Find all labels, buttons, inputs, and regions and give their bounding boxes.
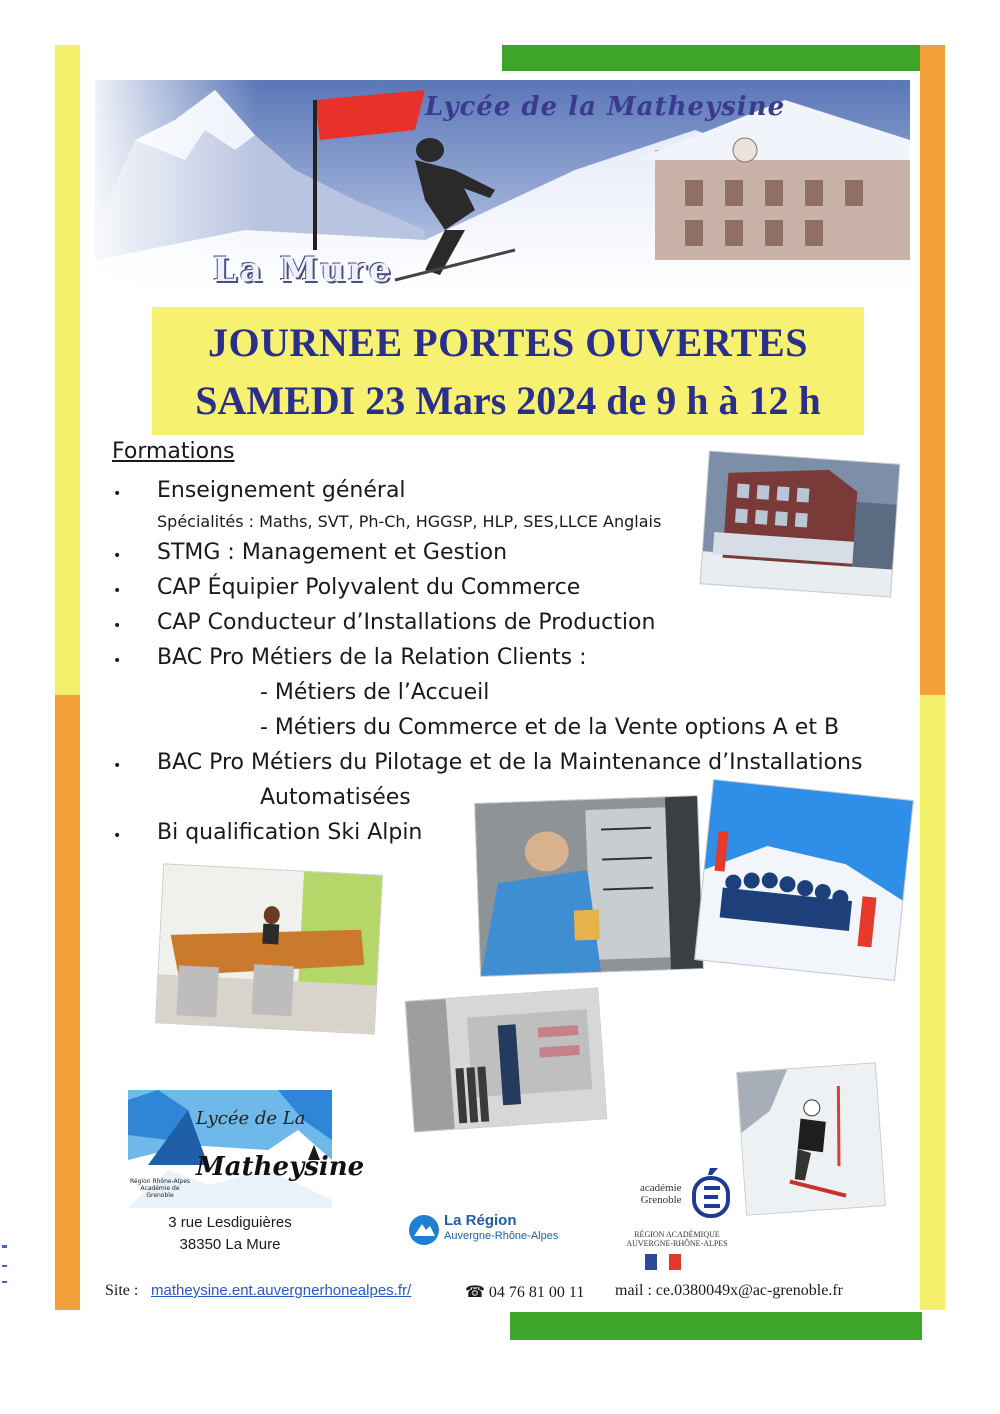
formation-subitem: - Métiers du Commerce et de la Vente options A et B — [260, 715, 840, 740]
site-link[interactable]: matheysine.ent.auvergnerhonealpes.fr/ — [151, 1282, 412, 1299]
logo-region-text: Région Rhône-Alpes Académie de Grenoble — [130, 1178, 191, 1199]
region-mountain-icon — [408, 1214, 440, 1246]
school-building-photo — [701, 452, 900, 597]
formation-item: STMG : Management et Gestion — [157, 540, 508, 565]
event-box — [152, 307, 864, 435]
bullet-icon: • — [113, 486, 122, 502]
yellow-bar-right — [920, 695, 945, 1310]
academie-line-1: RÉGION ACADÉMIQUE — [634, 1230, 720, 1239]
orange-bar-right — [920, 45, 945, 695]
ski-racer-photo — [737, 1063, 885, 1214]
yellow-bar-left — [55, 45, 80, 695]
region-subtitle: Auvergne-Rhône-Alpes — [444, 1230, 559, 1242]
school-address — [150, 1212, 310, 1256]
contact-footer — [105, 1282, 905, 1306]
school-logo — [128, 1090, 365, 1208]
academie-line-2: AUVERGNE-RHÔNE-ALPES — [626, 1239, 728, 1248]
logo-top-text: Lycée de La — [196, 1108, 306, 1129]
formations-heading: Formations — [112, 439, 235, 464]
bullet-icon: • — [113, 758, 122, 774]
formation-item: CAP Équipier Polyvalent du Commerce — [157, 575, 581, 600]
clothing-store-photo — [406, 988, 607, 1131]
phone-number: ☎ 04 76 81 00 11 — [465, 1284, 585, 1301]
event-title: JOURNEE PORTES OUVERTES — [208, 320, 808, 365]
academie-logo — [612, 1160, 742, 1280]
address-city: 38350 La Mure — [179, 1236, 281, 1253]
formation-item-continued: Automatisées — [260, 785, 411, 810]
bullet-icon: • — [113, 583, 122, 599]
logo-school-name: Matheysine — [196, 1152, 365, 1182]
event-date: SAMEDI 23 Mars 2024 de 9 h à 12 h — [195, 378, 821, 423]
academie-e-icon — [692, 1168, 732, 1218]
region-logo — [408, 1212, 588, 1248]
formation-detail: Spécialités : Maths, SVT, Ph-Ch, HGGSP, HLP, SES,LLCE Anglais — [157, 512, 662, 531]
scan-artifact-mark — [2, 1245, 7, 1285]
ski-group-photo — [695, 780, 913, 980]
technician-photo — [475, 796, 703, 976]
address-street: 3 rue Lesdiguières — [168, 1214, 292, 1231]
header-banner — [95, 80, 910, 295]
formation-subitem: - Métiers de l’Accueil — [260, 680, 490, 705]
bullet-icon: • — [113, 653, 122, 669]
academie-word: académie — [640, 1182, 682, 1194]
formation-item: BAC Pro Métiers de la Relation Clients : — [157, 645, 587, 670]
reception-desk-photo — [156, 864, 382, 1033]
french-flag-icon — [645, 1254, 681, 1270]
region-name: La Région — [444, 1212, 517, 1229]
bullet-icon: • — [113, 618, 122, 634]
bullet-icon: • — [113, 828, 122, 844]
banner-school-name: Lycée de la Matheysine — [425, 92, 786, 122]
banner-town-name: La Mure — [213, 250, 394, 290]
green-bar-bottom — [510, 1312, 922, 1340]
formation-item: CAP Conducteur d’Installations de Production — [157, 610, 656, 635]
academie-city: Grenoble — [640, 1194, 682, 1206]
academie-words — [640, 1182, 682, 1206]
formation-item: Enseignement général — [157, 478, 406, 503]
formation-item: Bi qualification Ski Alpin — [157, 820, 423, 845]
site-label: Site : — [105, 1282, 139, 1299]
bullet-icon: • — [113, 548, 122, 564]
green-bar-top — [502, 45, 920, 71]
formation-item: BAC Pro Métiers du Pilotage et de la Maintenance d’Installations — [157, 750, 863, 775]
email-address: mail : ce.0380049x@ac-grenoble.fr — [615, 1282, 843, 1299]
orange-bar-left — [55, 695, 80, 1310]
